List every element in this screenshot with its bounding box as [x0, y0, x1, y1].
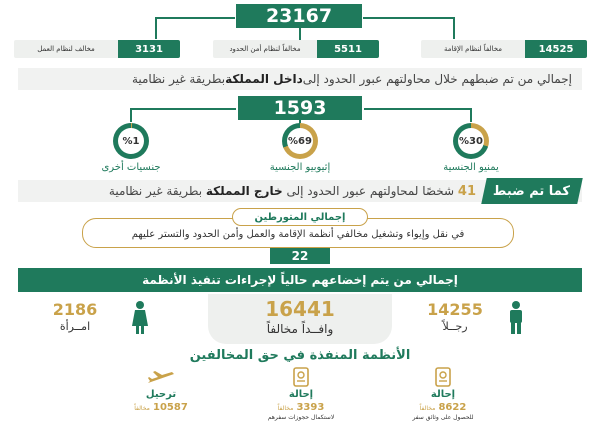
connector-horizontal [363, 17, 455, 19]
airplane-icon [146, 368, 176, 388]
breakdown-label: مخالفاً لنظام أمن الحدود [213, 40, 317, 58]
inside-total-value: 1593 [273, 97, 327, 119]
outside-banner-tag: كما تم ضبط [481, 178, 583, 204]
outside-banner-text: 41 شخصًا لمحاولتهم عبور الحدود إلى خارج المملكة بطريقة غير نظامية [108, 184, 476, 199]
system-stat [112, 402, 210, 413]
breakdown-value: 3131 [118, 40, 180, 58]
connector-horizontal [155, 17, 235, 19]
connector-vertical [155, 17, 157, 39]
involved-text: في نقل وإيواء وتشغيل مخالفي أنظمة الإقامة والعمل وأمن الحدود والتستر عليهم [131, 229, 465, 240]
nationality-ring [282, 123, 318, 159]
women-value: 2186 [52, 300, 98, 319]
nationality-label: إثيوبيو الجنسية [269, 162, 331, 173]
woman-icon [128, 298, 152, 336]
nationality-label: جنسيات أخرى [101, 162, 161, 173]
system-desc: للحصول على وثائق سفر [412, 414, 474, 421]
connector-vertical [470, 108, 472, 122]
women-label: امــرأة [59, 320, 91, 333]
nationality-ring [113, 123, 149, 159]
nationality-label: يمنيو الجنسية [443, 162, 499, 173]
procedures-total-label: وافــداً مخالفاً [266, 322, 334, 336]
breakdown-label: مخالف لنظام العمل [14, 40, 118, 58]
breakdown-border [213, 40, 379, 58]
inside-banner-suffix: بطريقة غير نظامية [131, 72, 226, 86]
connector-horizontal [130, 108, 236, 110]
system-title: ترحيل [145, 389, 177, 400]
breakdown-value: 5511 [317, 40, 379, 58]
men-label: رجــلاً [442, 320, 468, 333]
connector-horizontal [364, 108, 472, 110]
connector-vertical [130, 108, 132, 122]
connector-vertical [299, 28, 301, 40]
outside-banner-bold: خارج المملكة [205, 184, 283, 198]
breakdown-label: مخالفاً لنظام الإقامة [421, 40, 525, 58]
outside-count: 41 [457, 184, 476, 199]
procedures-total-value: 16441 [265, 297, 335, 321]
involved-value-box [270, 248, 330, 264]
nationality-percent: %30 [459, 135, 483, 147]
system-value: 3393 [296, 402, 325, 413]
system-unit: مخالفاً [134, 405, 150, 412]
inside-banner [18, 68, 582, 90]
system-unit: مخالفاً [277, 405, 294, 412]
system-stat [258, 402, 344, 413]
inside-banner-prefix: إجمالي من تم ضبطهم خلال محاولتهم عبور الحدود إلى [302, 72, 572, 86]
system-title: إحالة [288, 389, 314, 400]
man-icon [504, 298, 528, 336]
nationality-percent: %69 [288, 135, 312, 147]
system-unit: مخالفاً [419, 405, 436, 412]
nationality-ring [453, 123, 489, 159]
inside-banner-bold: داخل المملكة [225, 72, 303, 86]
procedures-banner: إجمالي من يتم إخضاعهم حالياً لإجراءات تنفيذ الأنظمة [18, 268, 582, 292]
involved-value: 22 [291, 249, 309, 263]
breakdown-labor [14, 40, 180, 58]
inside-total-box [238, 96, 362, 120]
system-value: 10587 [153, 402, 188, 413]
document-icon [432, 366, 454, 388]
systems-title: الأنظمة المنفذة في حق المخالفين [189, 348, 411, 363]
total-value: 23167 [265, 5, 333, 27]
breakdown-residency [421, 40, 587, 58]
document-icon [290, 366, 312, 388]
connector-vertical [453, 17, 455, 39]
system-desc: لاستكمال حجوزات سفرهم [267, 414, 335, 421]
involved-title: إجمالي المتورطين [232, 208, 368, 226]
men-value: 14255 [427, 300, 483, 319]
system-stat [400, 402, 486, 413]
total-box [236, 4, 362, 28]
system-title: إحالة [430, 389, 456, 400]
system-value: 8622 [438, 402, 467, 413]
breakdown-value: 14525 [525, 40, 587, 58]
nationality-percent: %1 [122, 135, 140, 147]
